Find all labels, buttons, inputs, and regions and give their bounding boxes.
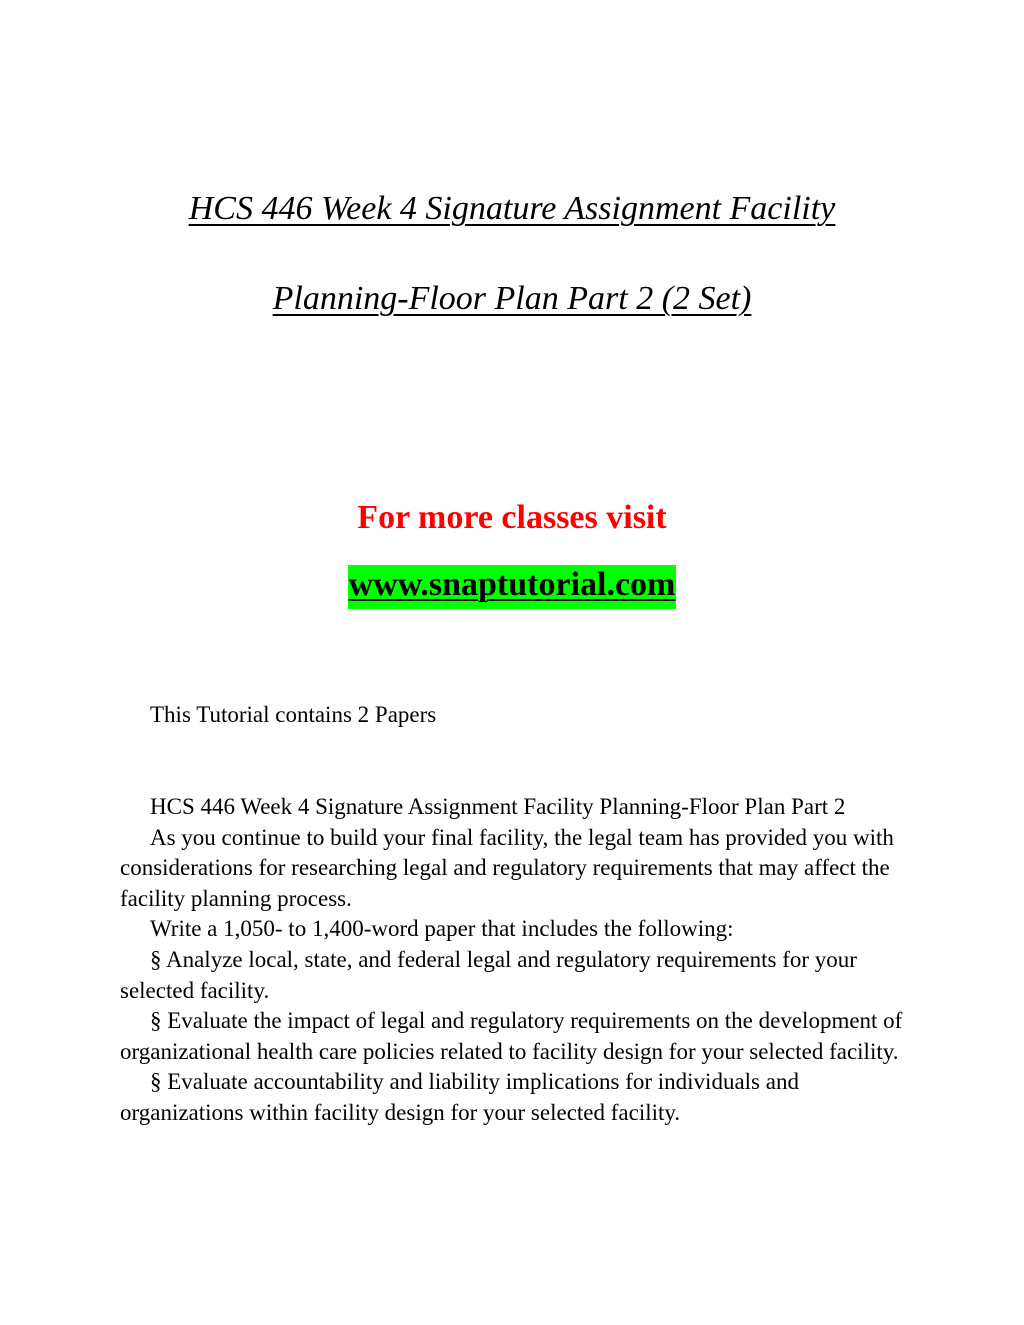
paragraph-assignment-title: HCS 446 Week 4 Signature Assignment Facility Planning-Floor Plan Part 2 bbox=[150, 794, 846, 819]
promo-heading: For more classes visit bbox=[357, 499, 667, 536]
promo-link-container bbox=[0, 565, 1024, 609]
list-item-analyze-requirements: § Analyze local, state, and federal legal and regulatory requirements for your selected facility. bbox=[120, 946, 857, 1003]
list-item-evaluate-accountability: § Evaluate accountability and liability implications for individuals and organizations within facility design for your selected facility. bbox=[120, 1069, 799, 1125]
document-title-line-2 bbox=[0, 279, 1024, 319]
paragraph-instructions: Write a 1,050- to 1,400-word paper that includes the following: bbox=[150, 916, 734, 942]
intro-text: This Tutorial contains 2 Papers bbox=[150, 702, 437, 727]
document-title-line-1 bbox=[0, 189, 1024, 229]
document-title-text-1: HCS 446 Week 4 Signature Assignment Facility bbox=[188, 190, 836, 227]
list-item-evaluate-impact: § Evaluate the impact of legal and regulatory requirements on the development of organizational health care policies related to facility design for your selected facility. bbox=[120, 1008, 903, 1064]
document-title-text-2: Planning-Floor Plan Part 2 (2 Set) bbox=[272, 280, 752, 317]
assignment-body bbox=[120, 792, 910, 1129]
promo-link[interactable]: www.snaptutorial.com bbox=[348, 565, 677, 609]
paragraph-context: As you continue to build your final facility, the legal team has provided you with considerations for researching legal and regulatory requirements that may affect the facility planning process. bbox=[120, 824, 894, 911]
